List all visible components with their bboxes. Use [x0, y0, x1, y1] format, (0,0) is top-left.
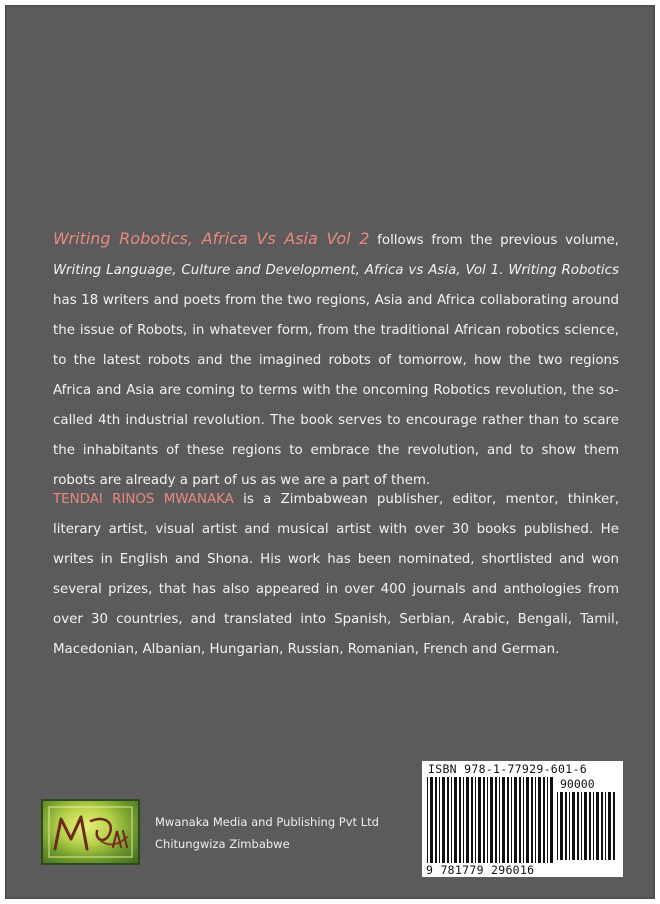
- barcode-bar: [557, 792, 558, 860]
- barcode-bar: [514, 777, 517, 863]
- barcode-bar: [596, 792, 599, 860]
- author-name: TENDAI RINOS MWANAKA: [53, 492, 234, 507]
- barcode-bar: [547, 777, 548, 863]
- barcode-bar: [459, 777, 461, 863]
- barcode-bar: [581, 792, 582, 860]
- barcode-bar: [466, 777, 469, 863]
- book-blurb: [53, 224, 619, 496]
- barcode-bar: [565, 792, 567, 860]
- barcode-bar: [605, 792, 606, 860]
- previous-volume-title: Writing Language, Culture and Development, Africa vs Asia, Vol 1. Writing Robotics: [53, 263, 619, 278]
- book-title: Writing Robotics, Africa Vs Asia Vol 2: [53, 229, 370, 248]
- barcode-bar: [499, 777, 500, 863]
- barcode-bar: [613, 792, 615, 860]
- ean-digits: 9 781779 296016: [426, 863, 535, 877]
- barcode-bar: [490, 777, 493, 863]
- barcode-bar: [447, 777, 449, 863]
- barcode-bar: [478, 777, 481, 863]
- barcode-bar: [569, 792, 570, 860]
- barcode-bar: [560, 792, 563, 860]
- blurb-body: has 18 writers and poets from the two regions, Asia and Africa collaborating around the issue of Robots, in whatever form, from the traditional African robotics science, to the latest robots and the imagined robots of tomorrow, how the two regions Africa and Asia are coming to terms with the oncoming Robotics revolution, the so-called 4th industrial revolution. The book serves to encourage rather than to scare the inhabitants of these regions to embrace the revolution, and to show them robots are already a part of us as we are a part of them.: [53, 293, 619, 488]
- barcode-bar: [430, 777, 433, 863]
- barcode-bar: [538, 777, 541, 863]
- publisher-name: Mwanaka Media and Publishing Pvt Ltd: [155, 815, 379, 829]
- barcode-bar: [451, 777, 452, 863]
- barcode-bar: [572, 792, 575, 860]
- barcode-bar: [502, 777, 505, 863]
- addon-barcode-bars: [556, 792, 618, 860]
- back-cover: [5, 5, 655, 899]
- barcode-bar: [535, 777, 536, 863]
- barcode-bar: [439, 777, 440, 863]
- barcode-bar: [495, 777, 497, 863]
- isbn-barcode: [422, 761, 623, 877]
- barcode-bar: [531, 777, 533, 863]
- barcode-bar: [507, 777, 509, 863]
- barcode-bar: [543, 777, 545, 863]
- barcode-bar: [584, 792, 587, 860]
- barcode-bar: [427, 777, 428, 863]
- barcode-bar: [471, 777, 473, 863]
- barcode-bar: [475, 777, 476, 863]
- barcode-bar: [487, 777, 488, 863]
- isbn-number: ISBN 978-1-77929-601-6: [428, 762, 587, 776]
- barcode-bar: [589, 792, 591, 860]
- barcode-bar: [463, 777, 464, 863]
- barcode-bar: [601, 792, 603, 860]
- barcode-bar: [483, 777, 485, 863]
- author-bio: [53, 485, 619, 665]
- barcode-bar: [523, 777, 524, 863]
- barcode-bar: [526, 777, 529, 863]
- barcode-bar: [608, 792, 611, 860]
- author-bio-body: is a Zimbabwean publisher, editor, mentor, thinker, literary artist, visual artist and musical artist with over 30 books published. He writes in English and Shona. His work has been nominated, shortlisted and won several prizes, that has also appeared in over 400 journals and anthologies from over 30 countries, and translated into Spanish, Serbian, Arabic, Bengali, Tamil, Macedonian, Albanian, Hungarian, Russian, Romanian, French and German.: [53, 492, 619, 657]
- barcode-bar: [577, 792, 579, 860]
- barcode-bar: [519, 777, 521, 863]
- mmap-logo-icon: [43, 801, 138, 863]
- barcode-bar: [435, 777, 437, 863]
- barcode-bar: [550, 777, 553, 863]
- barcode-bar: [454, 777, 457, 863]
- ean-barcode-bars: [426, 777, 554, 863]
- addon-digits: 90000: [560, 777, 595, 791]
- barcode-bar: [442, 777, 445, 863]
- publisher-location: Chitungwiza Zimbabwe: [155, 837, 290, 851]
- blurb-intro: follows from the previous volume,: [369, 233, 619, 248]
- barcode-bar: [593, 792, 594, 860]
- barcode-bar: [511, 777, 512, 863]
- publisher-info: [155, 811, 379, 855]
